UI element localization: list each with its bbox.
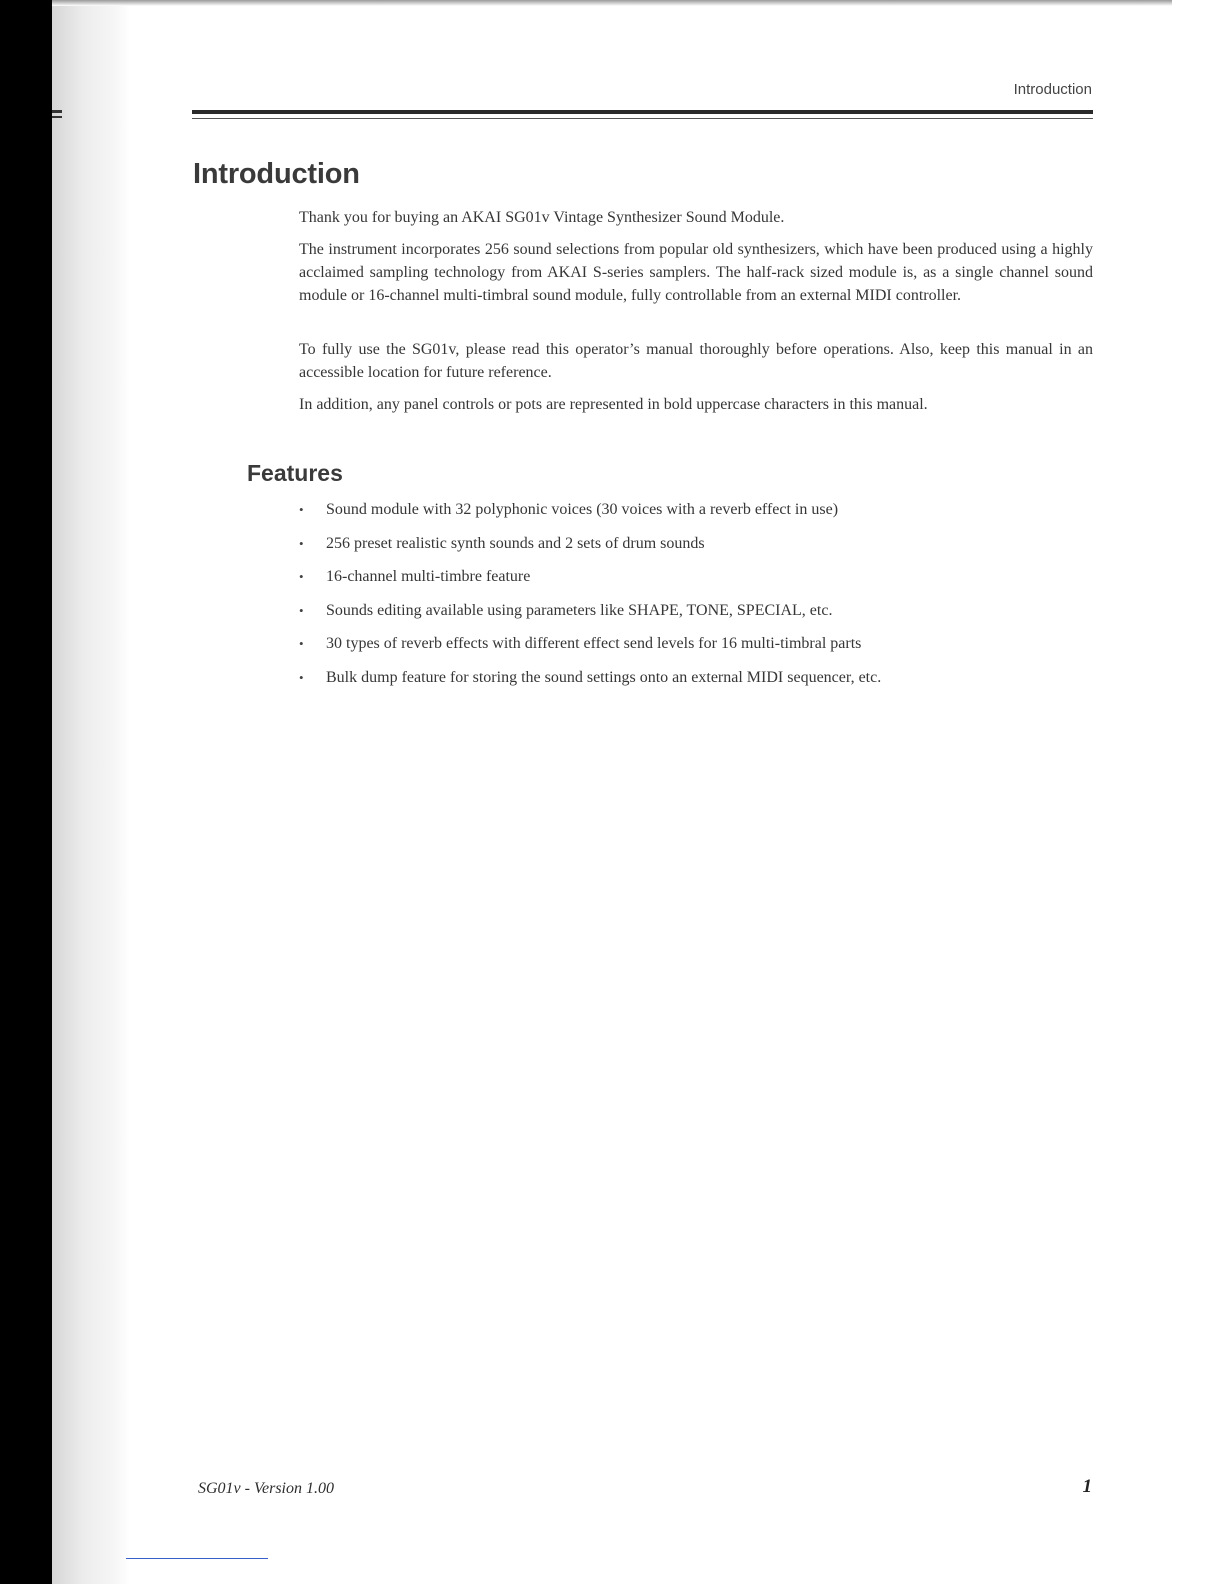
feature-text: Sound module with 32 polyphonic voices (30 voices with a reverb effect in use) xyxy=(326,501,839,518)
running-header: Introduction xyxy=(1013,81,1092,98)
scan-gutter xyxy=(52,0,130,1584)
bullet-icon: • xyxy=(299,636,304,652)
feature-text: 16-channel multi-timbre feature xyxy=(326,568,531,586)
feature-text: Sounds editing available using parameters like SHAPE, TONE, SPECIAL, etc. xyxy=(326,601,833,619)
scan-artifact-line xyxy=(126,1558,268,1559)
bullet-icon: • xyxy=(299,535,304,551)
bullet-icon: • xyxy=(299,602,304,618)
scan-edge-shadow xyxy=(0,0,52,1584)
intro-paragraph-manual: To fully use the SG01v, please read this operator’s manual thoroughly before operations. Also, keep this manual in an accessible location for future reference. xyxy=(299,341,1093,381)
scan-top-shadow xyxy=(52,0,1172,6)
intro-paragraph-instrument: The instrument incorporates 256 sound selections from popular old synthesizers, which have been produced using a highly acclaimed sampling technology from AKAI S-series samplers. The half-rack sized module is, as a single channel sound module or 16-channel multi-timbral sound module, fully controllable from an external MIDI controller. xyxy=(299,241,1093,304)
page-number: 1 xyxy=(1082,1476,1092,1497)
intro-paragraph-conventions: In addition, any panel controls or pots are represented in bold uppercase characters in this manual. xyxy=(299,396,928,413)
page-title: Introduction xyxy=(193,158,360,190)
bullet-icon: • xyxy=(299,669,304,685)
gutter-mark xyxy=(52,116,62,118)
features-heading: Features xyxy=(247,460,343,486)
intro-paragraph-thanks: Thank you for buying an AKAI SG01v Vintage Synthesizer Sound Module. xyxy=(299,209,785,226)
feature-text: Bulk dump feature for storing the sound settings onto an external MIDI sequencer, etc. xyxy=(326,668,882,686)
feature-text: 256 preset realistic synth sounds and 2 sets of drum sounds xyxy=(326,534,705,552)
header-rule xyxy=(192,110,1093,114)
bullet-icon: • xyxy=(299,569,304,585)
feature-text: 30 types of reverb effects with different effect send levels for 16 multi-timbral parts xyxy=(326,635,862,653)
bullet-icon: • xyxy=(299,502,304,517)
footer-product-version: SG01v - Version 1.00 xyxy=(198,1480,334,1497)
header-rule-thin xyxy=(192,118,1093,119)
gutter-mark xyxy=(52,110,62,113)
